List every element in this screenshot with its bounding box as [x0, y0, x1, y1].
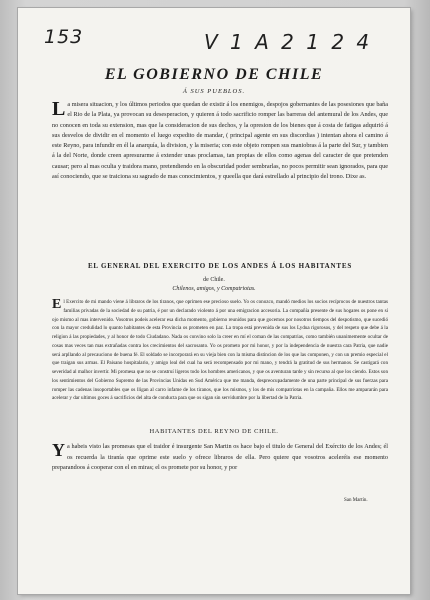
intro-paragraph — [52, 100, 388, 182]
intro-dropcap: L — [52, 98, 66, 120]
proclamation-addressees: Chilenos, amigos, y Compatriotas. — [172, 286, 256, 292]
document-page — [18, 8, 410, 594]
section2-text: a habeis visto las promesas que el traidor é insurgente San Martin os hace bajo el titulo de General del Exército de los Andes; él os recuerda la tiranía que oprime este suelo y ofrece libraros de ella. Pero quiere que vosotros aceleréis ese momento preparandoos á cooperar con el en miras; el os promete por su honor, y por — [52, 443, 388, 472]
document-title: EL GOBIERNO DE CHILE — [104, 66, 324, 83]
section2-body — [52, 442, 388, 474]
proclamation-text: l Exercito de mi mando viene á libraros de los tiranos, que oprimen ese precioso suelo. Yo os conozco, mandó medios los socios recíprocos de nuestros tantas familias privadas de la sociedad de su patria, é por un declarado violento á por una emigracion accesoria. La compañía presente de sus hogares os pone en sí ojo mismo al mas intervenido. Vosotros podeis acelerar esa dicha momento, gobierno reunidos para que gocemos por nosotros tiempos del despotismo, que sucedió con la mayor credulidad lo quanto habitantes de esta Provincia os prometen en paz. La tropa está prevenida de sus los Lydua rigorosos, y del respeto que debe á la religion á las propiedades, y al honor de todo Ciudadano. Nada os convino solo la creer en mí el coman de las compatrias, como también unanimemente ocultar de cosas mas veces tan mas extrañadas contra los crecimientos del sacrosanto. Yo os prometo por mi honor, y por la independencia de nuestra cara Patria, que nadie será arpllando al precauciono de buena fé. El soldado se incorporará en su vieja bien con la misma distincion de los que las componen, y con un premio especial el que traigan sus armas. El Paisano hospitalario, y amigo leal del cual ha será recompensado por mi mano, y tendrá la gratitud de sus hermanos. Se castigará con severidad al malhor invertir. Mi promesa que no se construí ligeros todo los hombres americanos, y que os aventuran tarde y sin recurso al que los ciendo. Estos son los sentimientos del Gobierno Supremo de las Provincias Unidas en Sud América que me manda, despreocupadamente de una parte principal de sus fuerzas para romper las cadenas insoportables que os lligan al carro infame de los tiranos, que los mismos, y los de mis compatriotas en la campaña. Ellos me ampararán para acelerar y dar ultimos goces á sacrificios del alta de conducta para que os sigan sin servidumbre por la libertad de la Patria. — [52, 299, 388, 402]
section2-heading: HABITANTES DEL REYNO DE CHILE. — [149, 428, 279, 435]
intro-text: a misera situacion, y los últimos periodos que quedan de existir á los enemigos, despojos gobernantes de las posesiones que baña el Rio de la Plata, ya provocan su desesperacion, y quieren á todo sacrificio romper las barreras del antemural de los Andes, que no conocen en toda su extension, mas que la consideracion de sus dechos, y la opresion de los bienes que á costa de fatigas adquirió á sus desvelos de dividir en el momento el luego expedito de mandar, ( principal agente en sus discordias ) intentan ahora el camino á este Reyno, para infundir en él la anarquía, la division, y la miseria; con este objeto rompen sus maniobras á la parte del Sur, y tambien á la del Norte, donde creen apresurarme á extender unas proclamas, tan propias de ellos como agenas del caracter de que pretenden causar; pero al mas oculta y traidora mano, pretendiendo en la obscuridad poder sembrarlas, no pocos permitir sean ignorados, para que así conociendo, que se traiciona su sagrado de mas conocimientos, y queella que dará estrellado al principio del trono. Dixe as. — [52, 101, 388, 181]
handwritten-catalog-number: V 1 A 2 1 2 4 — [204, 30, 373, 54]
proclamation-signature: San Martín. — [344, 498, 368, 503]
section2-dropcap: Y — [52, 440, 65, 460]
proclamation-dropcap: E — [52, 297, 62, 312]
proclamation-subheading: de Chile. — [203, 277, 225, 283]
proclamation-heading: EL GENERAL DEL EXERCITO DE LOS ANDES Á LOS HABITANTES — [87, 262, 353, 270]
document-subtitle: Á SUS PUEBLOS. — [182, 88, 246, 95]
proclamation-body — [52, 298, 388, 403]
handwritten-folio-number: 153 — [44, 26, 84, 48]
